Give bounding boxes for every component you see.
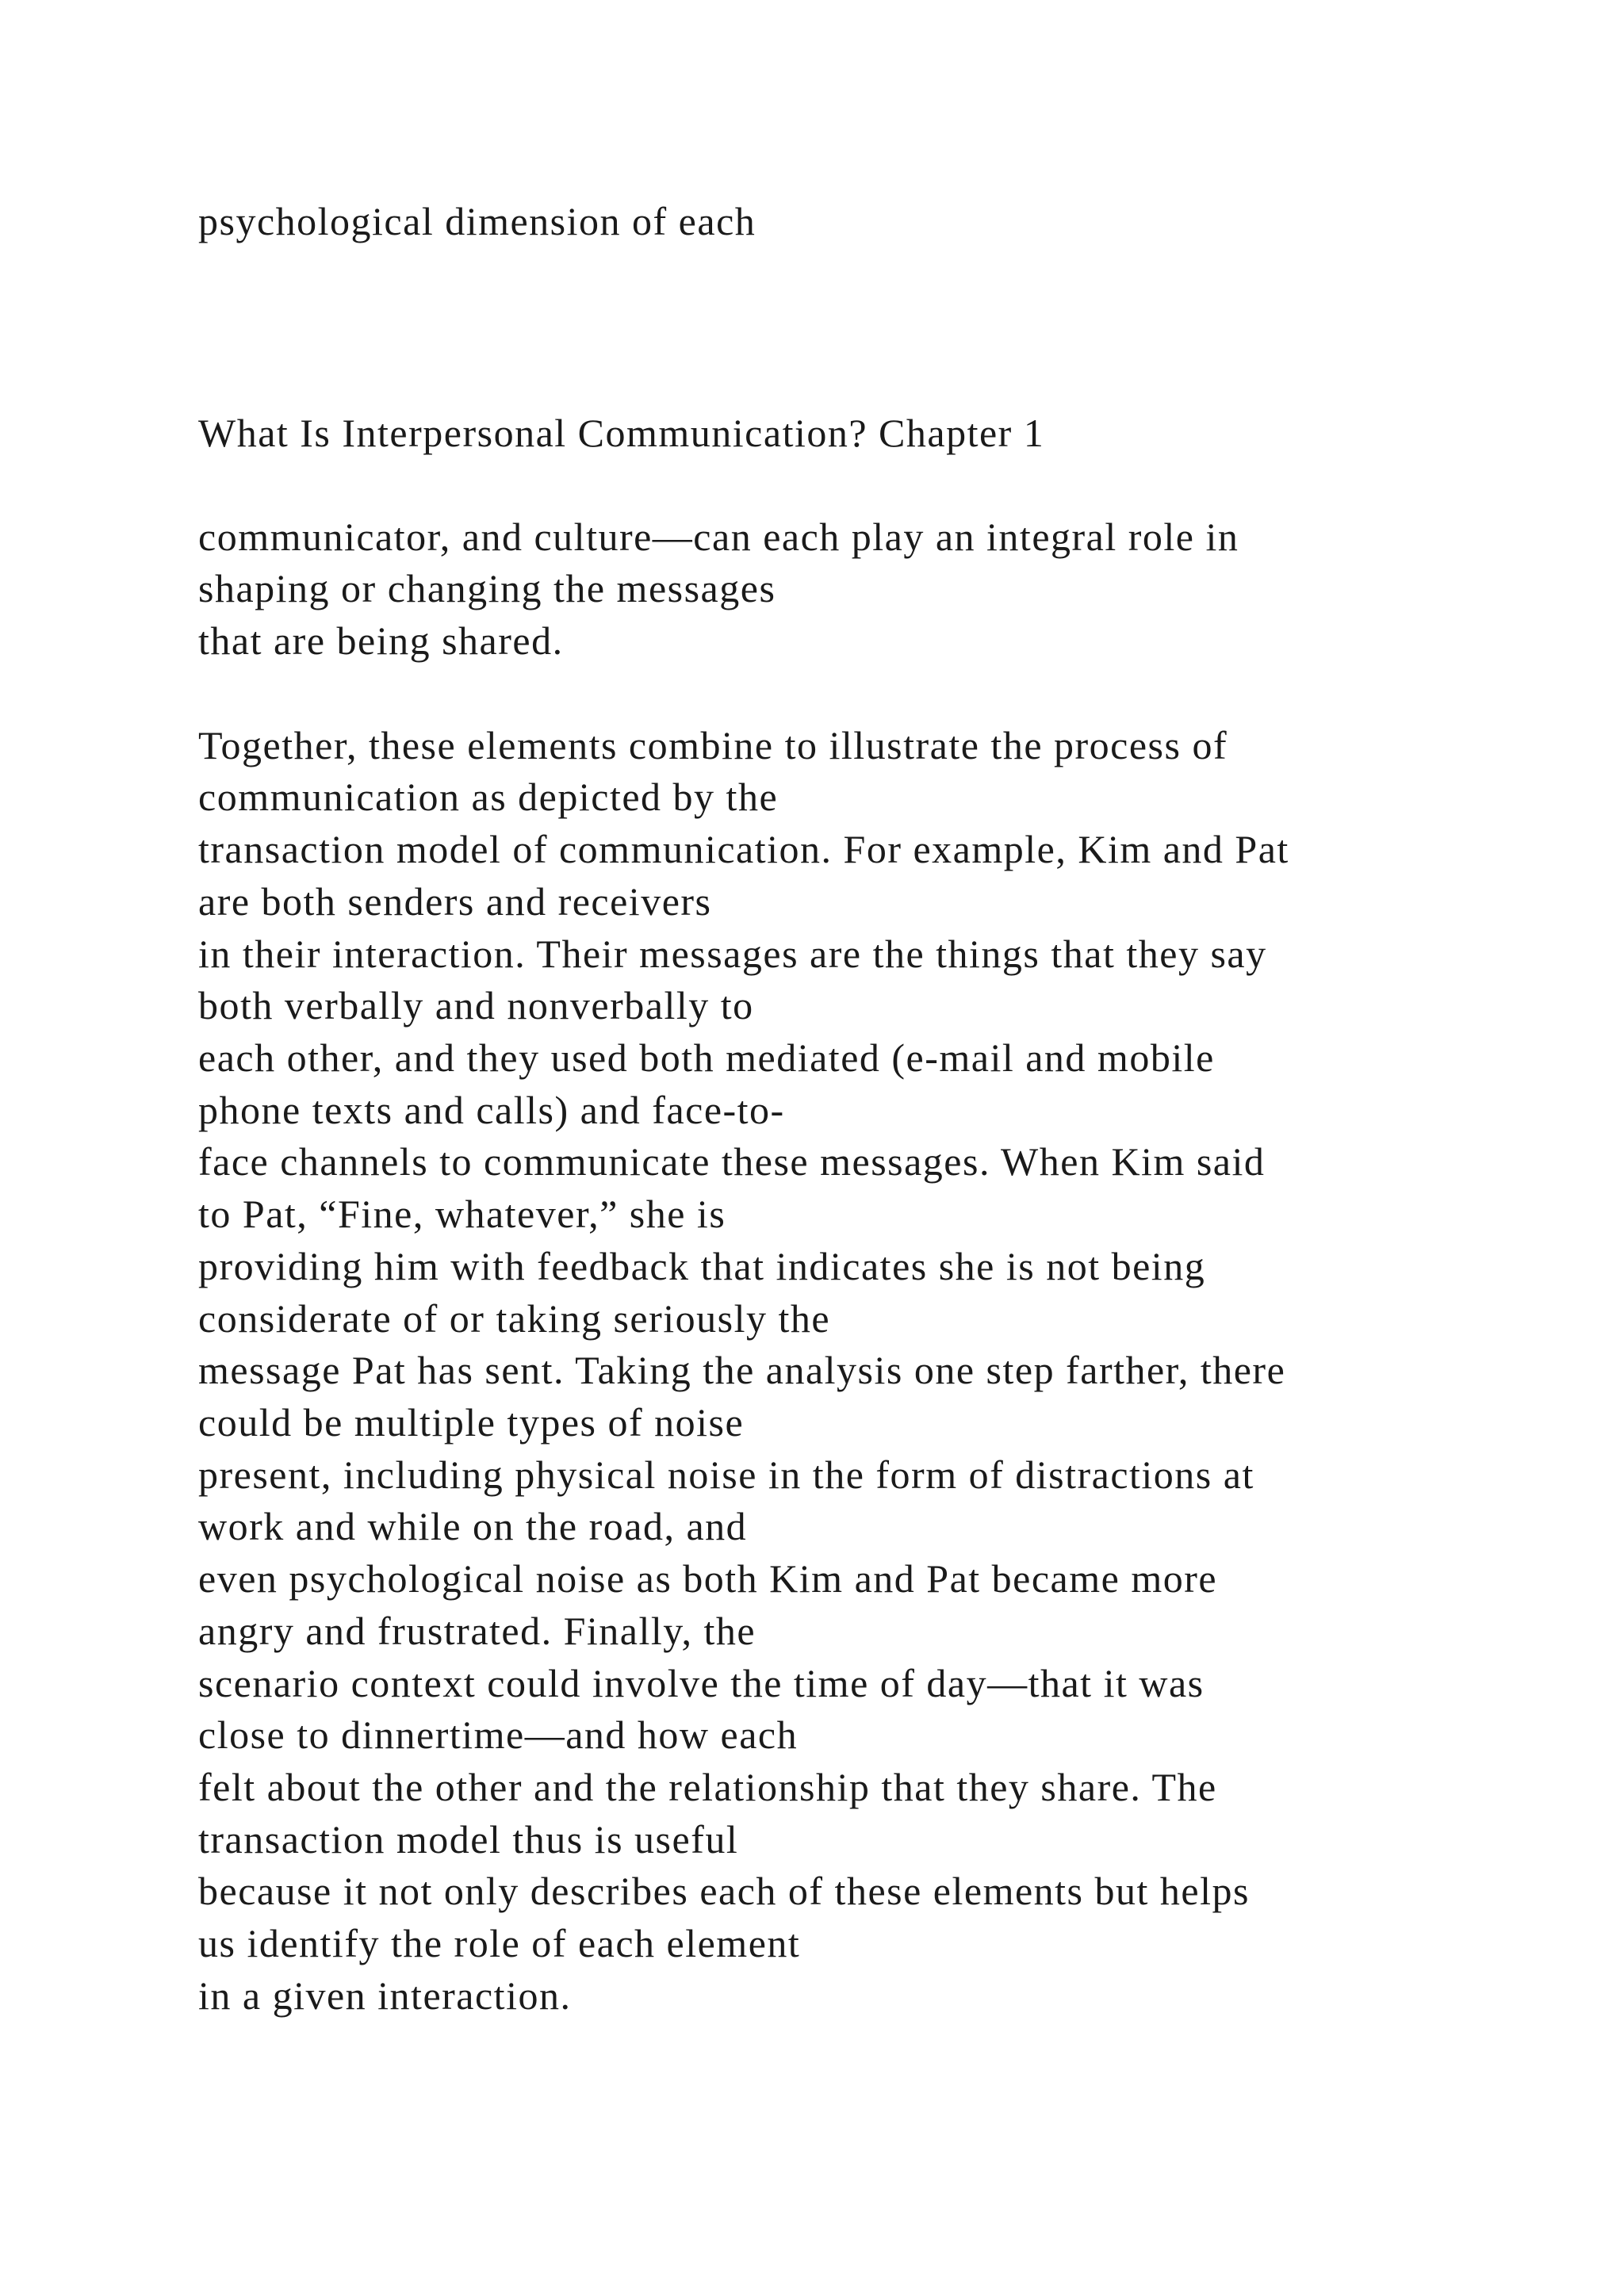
text-line-17: considerate of or taking seriously the: [198, 1296, 831, 1341]
text-line-8: transaction model of communication. For example, Kim and Pat: [198, 827, 1289, 871]
text-line-3: communicator, and culture—can each play an integral role in: [198, 515, 1239, 559]
text-line-24: scenario context could involve the time of day—that it was: [198, 1661, 1205, 1705]
text-line-4: shaping or changing the messages: [198, 566, 776, 610]
text-line-30: in a given interaction.: [198, 1973, 572, 2018]
text-line-28: because it not only describes each of these elements but helps: [198, 1869, 1250, 1913]
text-line-29: us identify the role of each element: [198, 1921, 801, 1965]
text-line-2: What Is Interpersonal Communication? Chapter 1: [198, 411, 1045, 455]
text-line-1: psychological dimension of each: [198, 199, 756, 243]
text-line-21: work and while on the road, and: [198, 1504, 748, 1548]
text-line-20: present, including physical noise in the form of distractions at: [198, 1452, 1254, 1497]
text-line-6: Together, these elements combine to illustrate the process of: [198, 723, 1228, 767]
text-line-14: face channels to communicate these messages. When Kim said: [198, 1139, 1266, 1184]
text-line-26: felt about the other and the relationship that they share. The: [198, 1765, 1217, 1809]
text-line-11: both verbally and nonverbally to: [198, 983, 754, 1027]
text-line-22: even psychological noise as both Kim and Pat became more: [198, 1556, 1218, 1601]
text-line-27: transaction model thus is useful: [198, 1817, 739, 1862]
text-line-19: could be multiple types of noise: [198, 1400, 745, 1445]
text-line-9: are both senders and receivers: [198, 879, 712, 924]
text-line-13: phone texts and calls) and face-to-: [198, 1088, 785, 1132]
text-line-25: close to dinnertime—and how each: [198, 1712, 799, 1757]
text-line-5: that are being shared.: [198, 618, 564, 663]
text-line-23: angry and frustrated. Finally, the: [198, 1609, 756, 1653]
text-line-15: to Pat, “Fine, whatever,” she is: [198, 1192, 726, 1236]
text-line-10: in their interaction. Their messages are the things that they say: [198, 932, 1267, 976]
text-line-12: each other, and they used both mediated (e-mail and mobile: [198, 1035, 1215, 1080]
text-line-7: communication as depicted by the: [198, 775, 779, 819]
text-line-16: providing him with feedback that indicates she is not being: [198, 1244, 1206, 1288]
text-line-18: message Pat has sent. Taking the analysis one step farther, there: [198, 1348, 1286, 1392]
